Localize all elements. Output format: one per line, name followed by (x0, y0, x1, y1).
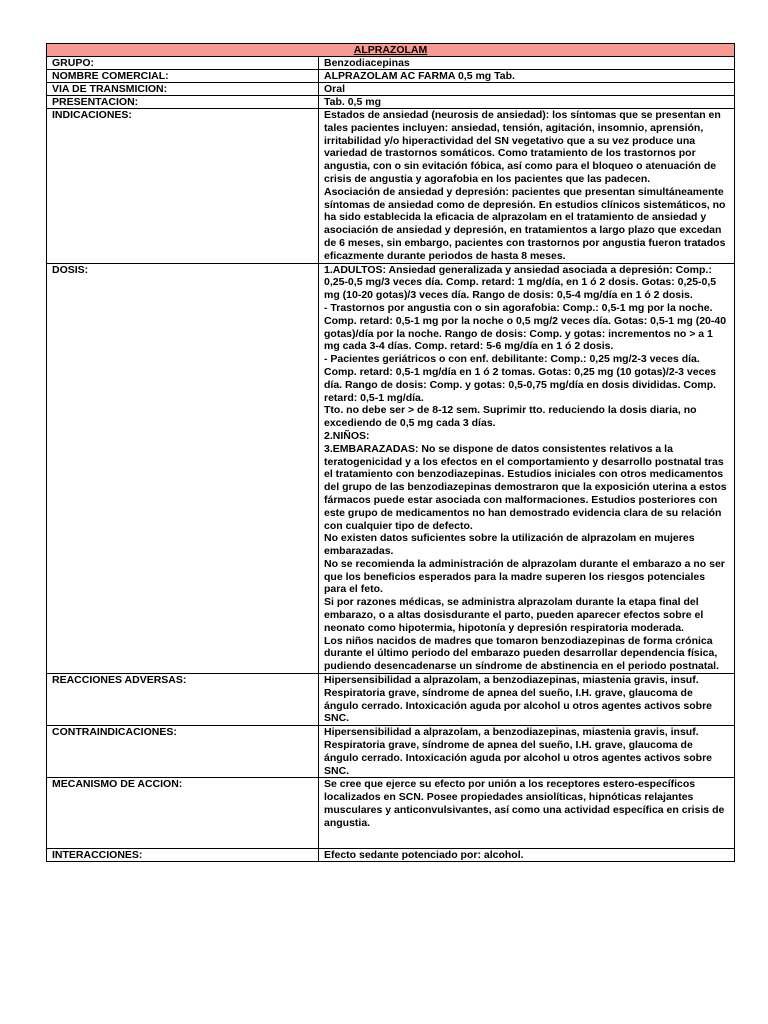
row-nombre-comercial (47, 70, 735, 83)
row-interacciones (47, 849, 735, 862)
nombre-comercial-value: ALPRAZOLAM AC FARMA 0,5 mg Tab. (319, 70, 735, 83)
row-dosis (47, 263, 735, 674)
mecanismo-value: Se cree que ejerce su efecto por unión a los receptores estero-específicos localizados en SCN. Posee propiedades ansiolíticas, hipnóticas relajantes musculares y anticonvulsivantes, así como una actividad específica en crisis de angustia. (319, 778, 735, 849)
indicaciones-label: INDICACIONES: (47, 109, 319, 264)
indicaciones-paragraph: Asociación de ansiedad y depresión: pacientes que presentan simultáneamente síntomas de ansiedad como de depresión. En estudios clínicos sistemáticos, no ha sido establecida la eficacia de alprazolam en el tratamiento de ansiedad y asociación de ansiedad y depresión, en tratamientos a largo plazo que excedan de 6 meses, sin embargo, pacientes con trastornos por angustia fueron tratados eficazmente durante periodos de hasta 8 meses. (324, 185, 726, 262)
dosis-label: DOSIS: (47, 263, 319, 674)
dosis-paragraph: Los niños nacidos de madres que tomaron benzodiazepinas de forma crónica durante el último periodo del embarazo pueden desarrollar dependencia física, pudiendo desencadenarse un síndrome de abstinencia en el periodo postnatal. (324, 634, 720, 673)
mecanismo-label: MECANISMO DE ACCION: (47, 778, 319, 849)
contraindicaciones-label: CONTRAINDICACIONES: (47, 726, 319, 778)
reacciones-adversas-value: Hipersensibilidad a alprazolam, a benzodiazepinas, miastenia gravis, insuf. Respiratoria grave, síndrome de apnea del sueño, I.H. grave, glaucoma de ángulo cerrado. Intoxicación aguda por alcohol u otros agentes activos sobre SNC. (319, 674, 735, 726)
indicaciones-value (319, 109, 735, 264)
drug-info-table (46, 43, 735, 862)
row-mecanismo (47, 778, 735, 849)
row-grupo (47, 57, 735, 70)
interacciones-label: INTERACCIONES: (47, 849, 319, 862)
dosis-paragraph: - Trastornos por angustia con o sin agorafobia: Comp.: 0,5-1 mg por la noche. Comp. retard: 0,5-1 mg por la noche o 0,5 mg/2 veces día. Gotas: 0,5-1 mg (20-40 gotas)/día por la noche. Rango de dosis: Comp. y gotas: incrementos no > a 1 mg cada 3-4 días. Comp. retard: 5-6 mg/día en 1 ó 2 dosis. (324, 301, 727, 353)
dosis-value (319, 263, 735, 674)
dosis-paragraph: 2.NIÑOS: (324, 429, 370, 442)
presentacion-value: Tab. 0,5 mg (319, 96, 735, 109)
row-indicaciones (47, 109, 735, 264)
contraindicaciones-value: Hipersensibilidad a alprazolam, a benzodiazepinas, miastenia gravis, insuf. Respiratoria grave, síndrome de apnea del sueño, I.H. grave, glaucoma de ángulo cerrado. Intoxicación aguda por alcohol u otros agentes activos sobre SNC. (319, 726, 735, 778)
dosis-paragraph: Si por razones médicas, se administra alprazolam durante la etapa final del embarazo, o a altas dosisdurante el parto, pueden aparecer efectos sobre el neonato como hipotermia, hipotonía y depresión respiratoria moderada. (324, 596, 704, 634)
dosis-paragraph: - Pacientes geriátricos o con enf. debilitante: Comp.: 0,25 mg/2-3 veces día. Comp. retard: 0,5-1 mg/día en 1 ó 2 tomas. Gotas: 0,25 mg (10 gotas)/2-3 veces día. Rango de dosis: Comp. y gotas: 0,5-0,75 mg/día en dosis divididas. Comp. retard: 0,5-1 mg/día. (324, 353, 717, 404)
row-reacciones-adversas (47, 674, 735, 726)
grupo-value: Benzodiacepinas (319, 57, 735, 70)
reacciones-adversas-label: REACCIONES ADVERSAS: (47, 674, 319, 726)
dosis-paragraph: 1.ADULTOS: Ansiedad generalizada y ansiedad asociada a depresión: Comp.: 0,25-0,5 mg/3 veces día. Comp. retard: 1 mg/día, en 1 ó 2 dosis. Gotas: 0,25-0,5 mg (10-20 gotas)/3 veces día. Rango de dosis: 0,5-4 mg/día en 1 ó 2 dosis. (324, 263, 717, 302)
row-contraindicaciones (47, 726, 735, 778)
dosis-paragraph: No se recomienda la administración de alprazolam durante el embarazo a no ser que los beneficios esperados para la madre superen los riesgos potenciales para el feto. (324, 557, 725, 596)
via-label: VIA DE TRANSMICION: (47, 83, 319, 96)
dosis-paragraph: Tto. no debe ser > de 8-12 sem. Suprimir tto. reduciendo la dosis diaria, no excediendo de 0,5 mg cada 3 días. (324, 404, 697, 430)
via-value: Oral (319, 83, 735, 96)
title-row (47, 44, 735, 57)
presentacion-label: PRESENTACION: (47, 96, 319, 109)
nombre-comercial-label: NOMBRE COMERCIAL: (47, 70, 319, 83)
dosis-paragraph: 3.EMBARAZADAS: No se dispone de datos consistentes relativos a la teratogenicidad y a los efectos en el comportamiento y desarrollo postnatal tras el tratamiento con benzodiazepinas. Estudios iniciales con otros medicamentos del grupo de las benzodiazepinas demostraron que la exposición uterina a estos fármacos puede estar asociada con malformaciones. Estudios posteriores con este grupo de medicamentos no han demostrado evidencia clara de su relación con cualquier tipo de defecto. (324, 442, 727, 532)
row-presentacion (47, 96, 735, 109)
row-via (47, 83, 735, 96)
dosis-paragraph: No existen datos suficientes sobre la utilización de alprazolam en mujeres embarazadas. (324, 532, 695, 558)
grupo-label: GRUPO: (47, 57, 319, 70)
indicaciones-paragraph: Estados de ansiedad (neurosis de ansiedad): los síntomas que se presentan en tales pacientes incluyen: ansiedad, tensión, agitación, insomnio, aprensión, irritabilidad y/o hiperactividad del SN vegetativo que a su vez produce una variedad de trastornos somáticos. Como tratamiento de los trastornos por angustia, con o sin evitación fóbica, así como para el bloqueo o atenuación de crisis de angustia y agorafobia en los pacientes que las padecen. (324, 109, 721, 185)
interacciones-value: Efecto sedante potenciado por: alcohol. (319, 849, 735, 862)
drug-title: ALPRAZOLAM (47, 44, 735, 57)
